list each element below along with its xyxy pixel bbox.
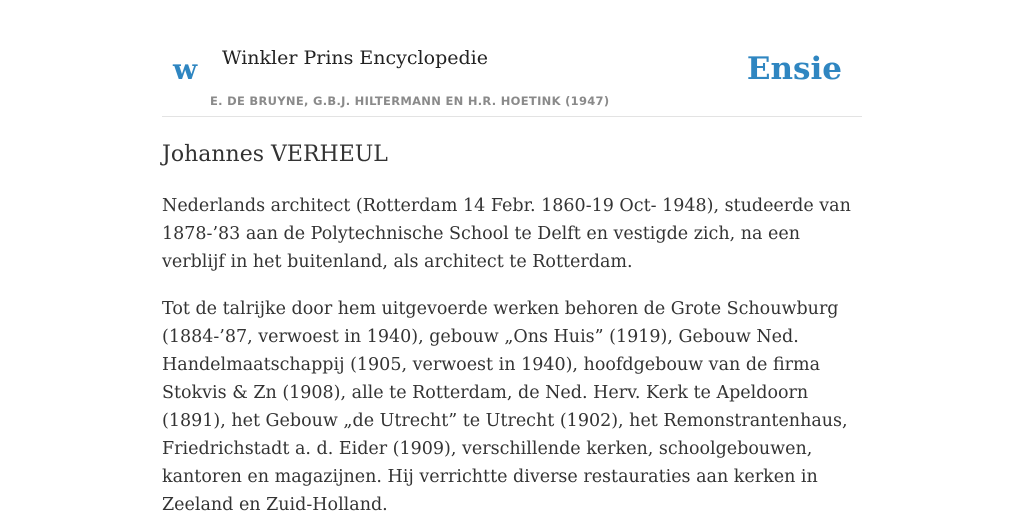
article-headword: Johannes VERHEUL — [162, 142, 388, 167]
winkler-prins-logo[interactable]: w — [173, 53, 198, 86]
site-header — [162, 0, 862, 117]
ensie-logo[interactable]: Ensie — [746, 51, 842, 87]
article — [162, 138, 862, 519]
article-paragraph: Nederlands architect (Rotterdam 14 Febr. 1860-19 Oct- 1948), studeerde van 1878-’83 aan de Polytechnische School te Delft en vestigde zich, na een verblijf in het buitenland, als architect te Rotterdam. — [162, 196, 851, 272]
source-title[interactable]: Winkler Prins Encyclopedie — [222, 47, 488, 69]
article-paragraph: Tot de talrijke door hem uitgevoerde werken behoren de Grote Schouwburg (1884-’87, verwoest in 1940), gebouw „Ons Huis” (1919), Gebouw Ned. Handelmaatschappij (1905, verwoest in 1940), hoofdgebouw van de firma Stokvis & Zn (1908), alle te Rotterdam, de Ned. Herv. Kerk te Apeldoorn (1891), het Gebouw „de Utrecht” te Utrecht (1902), het Remonstrantenhaus, Friedrichstadt a. d. Eider (1909), verschillende kerken, schoolgebouwen, kantoren en magazijnen. Hij verrichtte diverse restauraties aan kerken in Zeeland en Zuid-Holland. — [162, 299, 848, 515]
source-authors: E. DE BRUYNE, G.B.J. HILTERMANN EN H.R. HOETINK (1947) — [210, 94, 610, 108]
